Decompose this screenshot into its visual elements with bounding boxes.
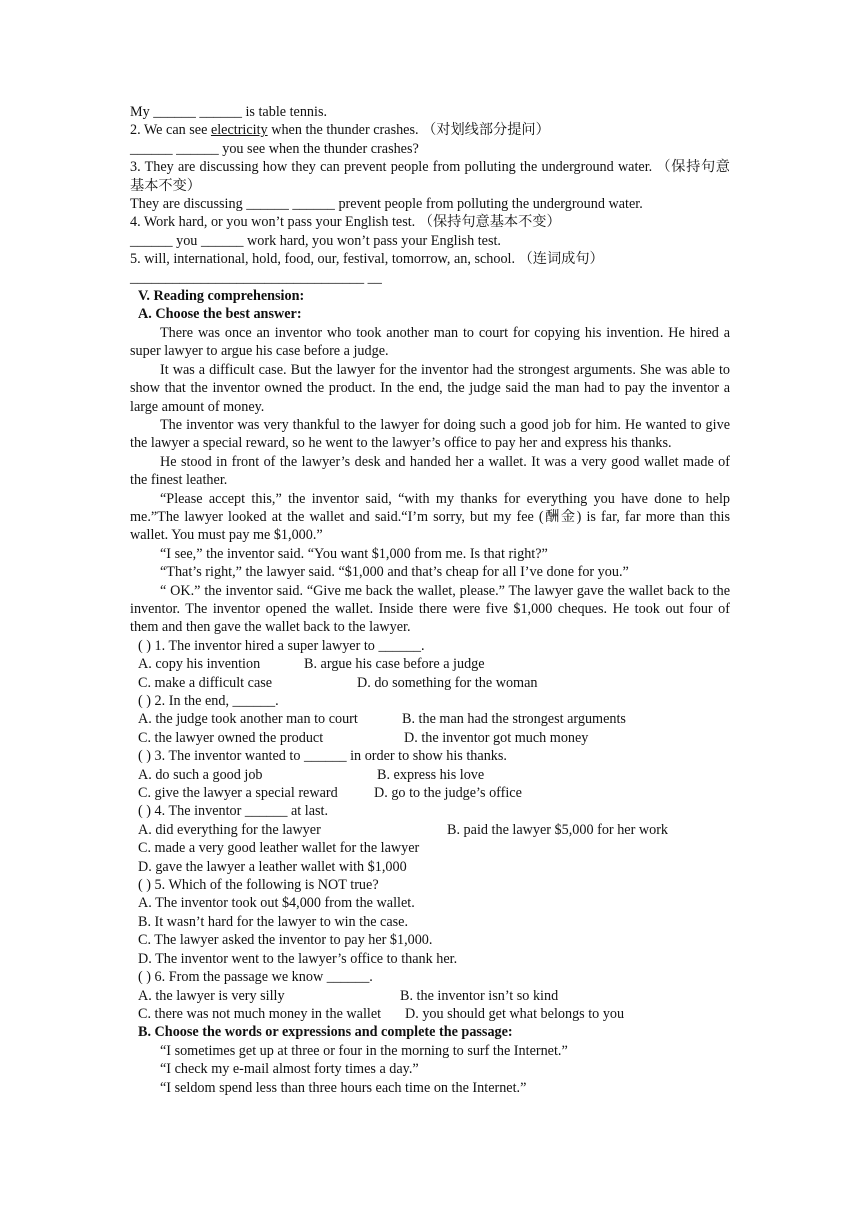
option-b: B. argue his case before a judge bbox=[304, 656, 485, 673]
options-row bbox=[130, 987, 730, 1005]
rewrite-question-3: 3. They are discussing how they can prevent people from polluting the underground water. （保持句意基本不变） bbox=[130, 159, 730, 194]
option-d: D. gave the lawyer a leather wallet with $1,000 bbox=[138, 858, 407, 875]
rewrite-line: My ______ ______ is table tennis. bbox=[130, 104, 328, 120]
options-row bbox=[130, 784, 730, 802]
option-c: C. make a difficult case bbox=[138, 674, 273, 691]
passage-paragraph: “That’s right,” the lawyer said. “$1,000 and that’s cheap for all I’ve done for you.” bbox=[160, 564, 629, 581]
option-a: A. did everything for the lawyer bbox=[138, 821, 321, 838]
options-row bbox=[130, 821, 730, 839]
passage-paragraph: It was a difficult case. But the lawyer for the inventor had the strongest arguments. She was able to show that the inventor owned the product. In the end, the judge said the man had to pay the inventor a large amount of money. bbox=[130, 361, 730, 415]
question-4: ( ) 4. The inventor ______ at last. bbox=[138, 803, 329, 820]
option-a: A. The inventor took out $4,000 from the wallet. bbox=[138, 895, 415, 912]
subsection-heading-b: B. Choose the words or expressions and complete the passage: bbox=[138, 1024, 513, 1041]
option-d: D. the inventor got much money bbox=[404, 729, 589, 746]
rewrite-question-4: 4. Work hard, or you won’t pass your English test. （保持句意基本不变） bbox=[130, 214, 561, 231]
passage-paragraph: “I see,” the inventor said. “You want $1,000 from me. Is that right?” bbox=[160, 545, 548, 562]
question-6: ( ) 6. From the passage we know ______. bbox=[138, 969, 373, 986]
rewrite-line: ______ ______ you see when the thunder crashes? bbox=[130, 140, 419, 157]
option-d: D. go to the judge’s office bbox=[374, 785, 522, 802]
question-2: ( ) 2. In the end, ______. bbox=[138, 693, 279, 709]
document-page bbox=[130, 103, 730, 1097]
passage-line: “I seldom spend less than three hours each time on the Internet.” bbox=[160, 1079, 527, 1096]
rewrite-line: ______ you ______ work hard, you won’t pass your English test. bbox=[130, 232, 501, 249]
passage-line: “I sometimes get up at three or four in the morning to surf the Internet.” bbox=[160, 1042, 568, 1059]
option-a: A. do such a good job bbox=[138, 766, 263, 783]
passage-paragraph: He stood in front of the lawyer’s desk and handed her a wallet. It was a very good wallet made of the finest leather. bbox=[130, 453, 730, 489]
passage-paragraph: There was once an inventor who took another man to court for copying his invention. He hired a super lawyer to argue his case before a judge. bbox=[130, 324, 730, 360]
option-b: B. the inventor isn’t so kind bbox=[400, 987, 559, 1004]
answer-blank-line: _________________________________ __ bbox=[130, 269, 382, 286]
rewrite-question-5: 5. will, international, hold, food, our, festival, tomorrow, an, school. （连词成句） bbox=[130, 251, 604, 268]
options-row bbox=[130, 655, 730, 673]
option-a: A. the lawyer is very silly bbox=[138, 987, 285, 1004]
question-1: ( ) 1. The inventor hired a super lawyer to ______. bbox=[138, 637, 425, 654]
option-d: D. The inventor went to the lawyer’s office to thank her. bbox=[138, 950, 458, 967]
option-a: A. the judge took another man to court bbox=[138, 711, 358, 728]
underlined-word: electricity bbox=[210, 122, 268, 139]
option-b: B. It wasn’t hard for the lawyer to win the case. bbox=[138, 913, 409, 930]
option-d: D. do something for the woman bbox=[357, 674, 538, 691]
options-row bbox=[130, 710, 730, 728]
subsection-heading-a: A. Choose the best answer: bbox=[138, 306, 302, 323]
option-b: B. the man had the strongest arguments bbox=[402, 711, 626, 728]
option-c: C. give the lawyer a special reward bbox=[138, 785, 338, 802]
question-3: ( ) 3. The inventor wanted to ______ in order to show his thanks. bbox=[138, 748, 507, 765]
option-c: C. the lawyer owned the product bbox=[138, 729, 324, 746]
rewrite-line: They are discussing ______ ______ prevent people from polluting the underground water. bbox=[130, 196, 643, 213]
question-5: ( ) 5. Which of the following is NOT true? bbox=[138, 877, 379, 894]
passage-paragraph: The inventor was very thankful to the lawyer for doing such a good job for him. He wanted to give the lawyer a special reward, so he went to the lawyer’s office to pay her and express his thanks. bbox=[130, 416, 730, 452]
options-row bbox=[130, 729, 730, 747]
passage-line: “I check my e-mail almost forty times a day.” bbox=[160, 1061, 419, 1078]
option-b: B. paid the lawyer $5,000 for her work bbox=[447, 821, 669, 838]
option-c: C. The lawyer asked the inventor to pay her $1,000. bbox=[138, 932, 433, 949]
section-heading: V. Reading comprehension: bbox=[138, 288, 305, 305]
passage-paragraph: “Please accept this,” the inventor said, “with my thanks for everything you have done to help me.”The lawyer looked at the wallet and said.“I’m sorry, but my fee (酬金) is far, far more than this wallet. You must pay me $1,000.” bbox=[130, 490, 730, 544]
option-c: C. made a very good leather wallet for the lawyer bbox=[138, 840, 420, 857]
options-row bbox=[130, 766, 730, 784]
options-row bbox=[130, 674, 730, 692]
option-b: B. express his love bbox=[377, 766, 485, 783]
option-d: D. you should get what belongs to you bbox=[405, 1005, 625, 1022]
rewrite-question-2: 2. We can see electricity when the thunder crashes. （对划线部分提问） bbox=[130, 122, 550, 139]
option-c: C. there was not much money in the wallet bbox=[138, 1005, 382, 1022]
options-row bbox=[130, 1005, 730, 1023]
passage-paragraph: “ OK.” the inventor said. “Give me back the wallet, please.” The lawyer gave the wallet back to the inventor. The inventor opened the wallet. Inside there were five $1,000 cheques. He took out four of them and then gave the wallet back to the lawyer. bbox=[130, 582, 730, 636]
option-a: A. copy his invention bbox=[138, 656, 261, 673]
